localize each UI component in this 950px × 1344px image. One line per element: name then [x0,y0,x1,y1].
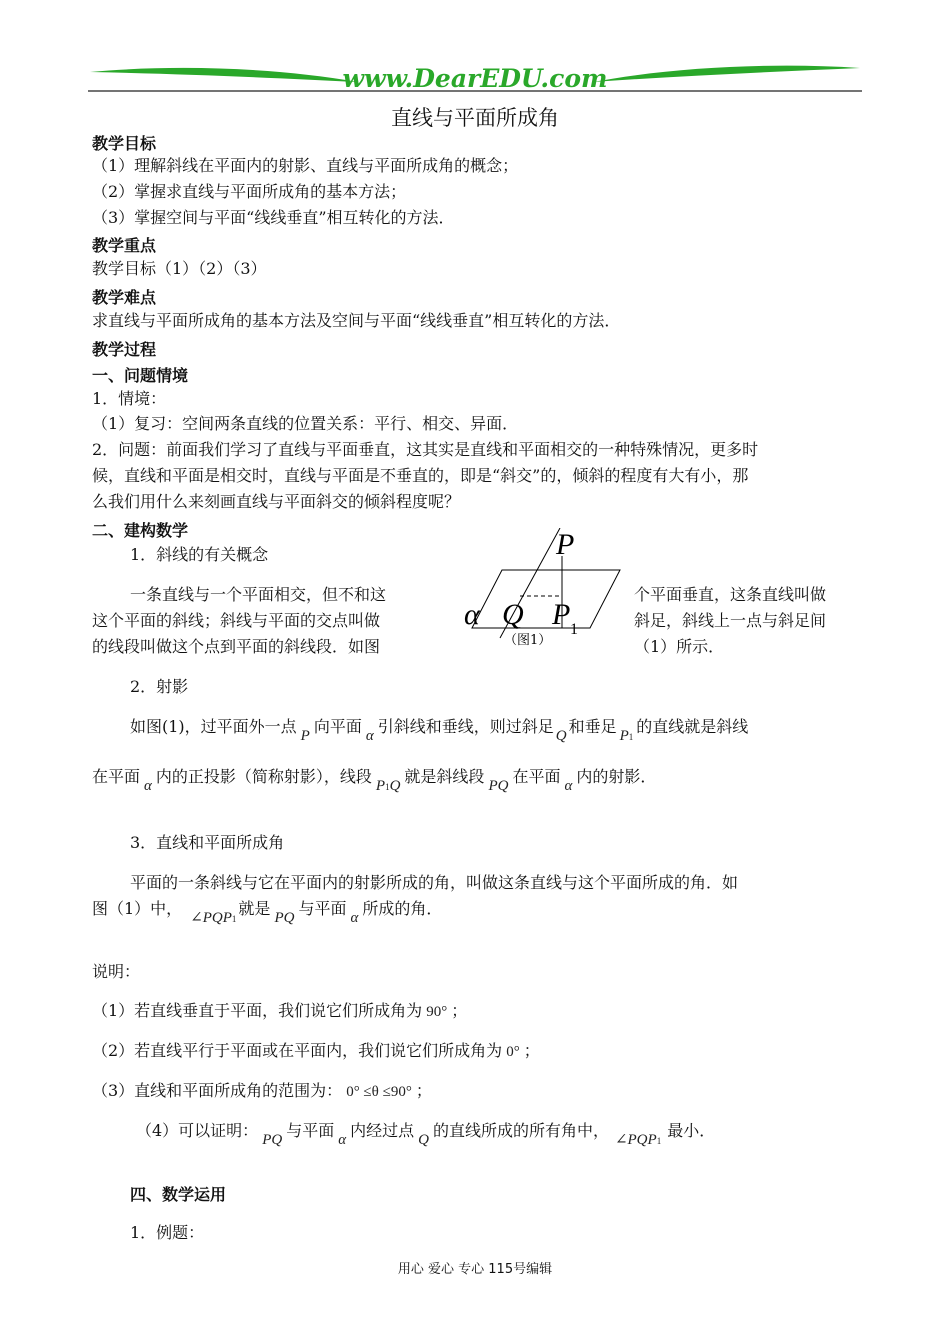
oblique-right-3: （1）所示． [634,637,725,656]
header-banner [88,60,862,100]
text-seg: ； [451,1001,468,1020]
angle-definition-line-1: 平面的一条斜线与它在平面内的射影所成的角，叫做这条直线与这个平面所成的角．如 [130,873,739,892]
keypoints-heading: 教学重点 [92,236,157,255]
text-seg: 内的正投影（简称射影），线段 [155,767,372,786]
text-seg: 引斜线和垂线，则过斜足 [377,717,554,736]
question-line-3: 么我们用什么来刻画直线与平面斜交的倾斜程度呢？ [92,492,461,511]
angle-heading: 3．直线和平面所成角 [130,833,285,852]
text-seg: 与平面 [286,1121,335,1140]
text-seg: （3）直线和平面所成角的范围为： [92,1081,343,1100]
difficulty-text: 求直线与平面所成角的基本方法及空间与平面“线线垂直”相互转化的方法． [92,311,621,330]
section-application-heading: 四、数学运用 [130,1185,227,1204]
site-logo-text: www.DearEDU.com [342,64,608,93]
text-seg: 与平面 [298,899,347,918]
oblique-left-3: 的线段叫做这个点到平面的斜线段．如图 [92,637,381,656]
text-seg: （2）若直线平行于平面或在平面内，我们说它们所成角为 [92,1041,503,1060]
label-p1-subscript: 1 [570,621,578,638]
text-seg: ； [415,1081,432,1100]
note-3 [92,1080,432,1103]
math-p1 [620,728,634,744]
objectives-heading: 教学目标 [92,134,157,153]
math-value: 0° ≤θ ≤90° [346,1084,412,1100]
math-q: Q [418,1132,429,1148]
review-line: （1）复习：空间两条直线的位置关系：平行、相交、异面． [92,414,519,433]
section-problem-heading: 一、问题情境 [92,366,189,385]
math-pq: PQ [488,778,509,794]
oblique-concept-heading: 1．斜线的有关概念 [130,545,269,564]
text-seg: 的直线所成的所有角中， [432,1121,609,1140]
math-pq: PQ [262,1132,283,1148]
text-seg: 内经过点 [350,1121,415,1140]
projection-para-line-2 [92,766,657,794]
label-p: P [556,528,575,561]
note-2 [92,1040,540,1063]
text-seg: 最小． [667,1121,716,1140]
section-construct-heading: 二、建构数学 [92,521,189,540]
math-angle-pqp1 [190,910,236,926]
text-seg: （4）可以证明： [136,1121,259,1140]
question-line-2: 候，直线和平面是相交时，直线与平面是不垂直的，即是“斜交”的，倾斜的程度有大有小，那 [92,466,749,485]
angle-definition-line-2 [92,898,443,926]
math-alpha: α [564,778,573,794]
label-alpha: α [464,598,480,631]
figure-caption: （图1） [504,633,552,648]
text-seg: 所成的角． [362,899,443,918]
math-alpha: α [144,778,152,794]
math-alpha: α [338,1132,347,1148]
note-4 [136,1120,716,1148]
math-alpha: α [365,728,374,744]
math-p: P [300,728,310,744]
math-p1q-p: P [375,778,386,794]
page-title: 直线与平面所成角 [391,106,559,130]
math-angle-sub: 1 [231,914,237,924]
page-footer: 用心 爱心 专心 115号编辑 [397,1262,553,1277]
situation-label: 1．情境： [92,389,167,408]
projection-para-line-1 [130,716,749,744]
text-seg: 内的射影． [576,767,657,786]
math-angle-base: ∠PQP [614,1132,657,1148]
math-p1-base: P [619,728,629,744]
question-line-1: 2．问题：前面我们学习了直线与平面垂直，这其实是直线和平面相交的一种特殊情况，更多时 [92,440,759,459]
math-angle-pqp1 [615,1132,661,1148]
text-seg: 如图(1)，过平面外一点 [130,717,297,736]
math-pq: PQ [274,910,295,926]
objective-2: （2）掌握求直线与平面所成角的基本方法； [92,182,407,201]
text-seg: 就是 [238,899,271,918]
objective-3: （3）掌握空间与平面“线线垂直”相互转化的方法． [92,208,455,227]
oblique-left-2: 这个平面的斜线；斜线与平面的交点叫做 [92,611,381,630]
oblique-right-1: 个平面垂直，这条直线叫做 [634,585,827,604]
example-label: 1．例题： [130,1223,205,1242]
math-p1q-sub: 1 [385,782,390,792]
text-seg: 向平面 [313,717,362,736]
text-seg: 的直线就是斜线 [636,717,749,736]
math-angle-sub: 1 [656,1136,662,1146]
math-value: 90° [426,1004,448,1020]
label-p1: P [552,598,571,631]
text-seg: 在平面 [92,767,141,786]
figure-1-diagram [462,528,632,656]
difficulty-heading: 教学难点 [92,288,157,307]
notes-heading: 说明： [92,962,141,981]
note-1 [92,1000,467,1023]
plane-alpha-shape [472,570,620,628]
text-seg: 在平面 [512,767,561,786]
math-p1q [376,778,401,794]
keypoints-text: 教学目标（1）（2）（3） [92,259,267,278]
text-seg: 就是斜线段 [404,767,485,786]
math-p1-sub: 1 [628,732,634,742]
oblique-right-2: 斜足，斜线上一点与斜足间 [634,611,827,630]
math-p1q-q: Q [389,778,401,794]
math-angle-base: ∠PQP [190,910,232,926]
text-seg: 和垂足 [568,717,617,736]
math-value: 0° [506,1044,520,1060]
text-seg: ； [523,1041,540,1060]
projection-heading: 2．射影 [130,677,189,696]
text-seg: （1）若直线垂直于平面，我们说它们所成角为 [92,1001,423,1020]
label-q: Q [502,598,524,631]
oblique-left-1: 一条直线与一个平面相交，但不和这 [130,585,387,604]
math-alpha: α [350,910,359,926]
text-seg: 图（1）中， [92,899,183,918]
math-q: Q [555,728,567,744]
process-heading: 教学过程 [92,340,157,359]
objective-1: （1）理解斜线在平面内的射影、直线与平面所成角的概念； [92,156,519,175]
